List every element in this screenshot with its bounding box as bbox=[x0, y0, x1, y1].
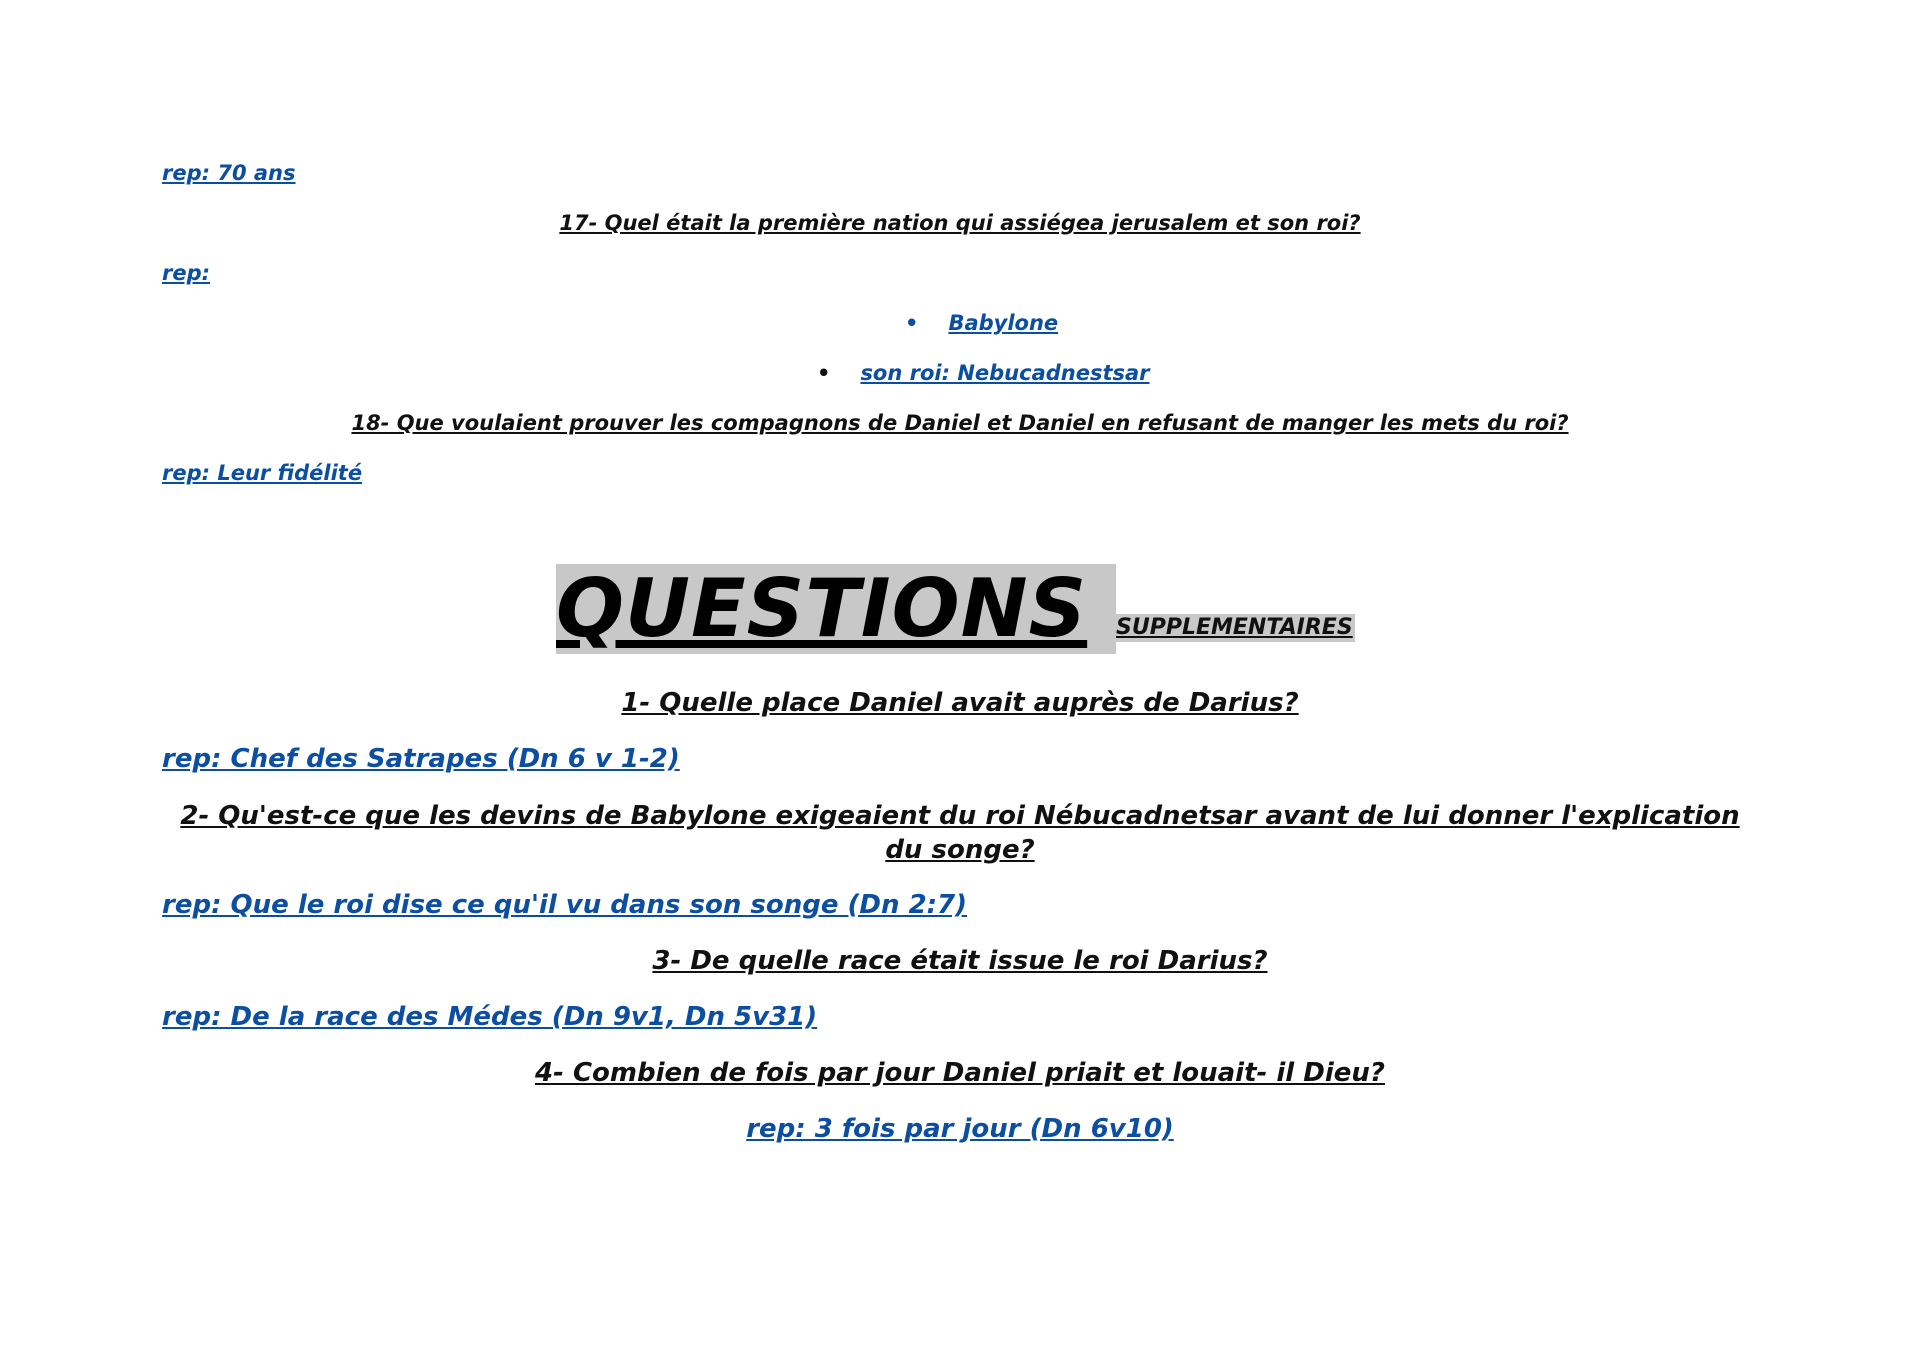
bullet-item-babylone bbox=[905, 311, 1058, 335]
bullet-text-son-roi: son roi: Nebucadnestsar bbox=[860, 361, 1150, 385]
question-3: 3- De quelle race était issue le roi Darius? bbox=[652, 946, 1268, 976]
question-1: 1- Quelle place Daniel avait auprès de Darius? bbox=[621, 688, 1299, 718]
bullet-icon: • bbox=[817, 361, 831, 385]
bullet-item-son-roi bbox=[817, 361, 1150, 385]
heading-supplementaires: SUPPLEMENTAIRES bbox=[1116, 615, 1353, 640]
answer-label-17: rep: bbox=[162, 261, 211, 285]
answer-18: rep: Leur fidélité bbox=[162, 461, 363, 485]
answer-70-ans: rep: 70 ans bbox=[162, 161, 296, 185]
heading-questions: QUESTIONS bbox=[556, 564, 1116, 654]
answer-4: rep: 3 fois par jour (Dn 6v10) bbox=[746, 1114, 1174, 1144]
answer-2: rep: Que le roi dise ce qu'il vu dans son songe (Dn 2:7) bbox=[162, 890, 968, 920]
question-2: 2- Qu'est-ce que les devins de Babylone exigeaient du roi Nébucadnetsar avant de lui donner l'explication du songe? bbox=[180, 801, 1740, 865]
answer-3: rep: De la race des Médes (Dn 9v1, Dn 5v31) bbox=[162, 1002, 818, 1032]
answer-1: rep: Chef des Satrapes (Dn 6 v 1-2) bbox=[162, 744, 680, 774]
question-17: 17- Quel était la première nation qui assiégea jerusalem et son roi? bbox=[559, 211, 1361, 235]
question-18: 18- Que voulaient prouver les compagnons de Daniel et Daniel en refusant de manger les mets du roi? bbox=[351, 411, 1569, 435]
bullet-icon: • bbox=[905, 311, 919, 335]
bullet-text-babylone: Babylone bbox=[948, 311, 1059, 335]
question-4: 4- Combien de fois par jour Daniel priait et louait- il Dieu? bbox=[535, 1058, 1385, 1088]
